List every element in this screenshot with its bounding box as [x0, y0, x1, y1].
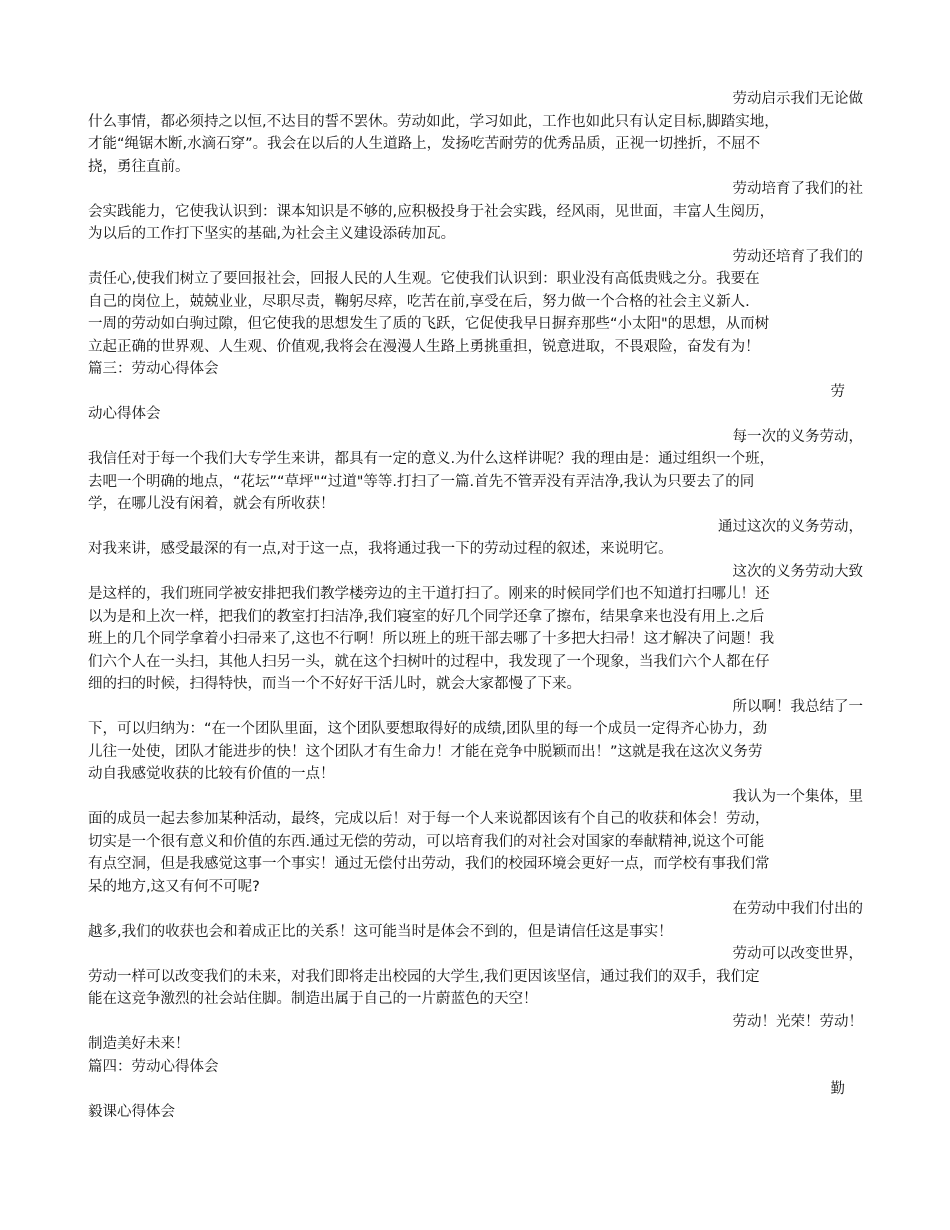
text-line: 自己的岗位上，兢兢业业，尽职尽责，鞠躬尽瘁，吃苦在前,享受在后，努力做一个合格的社会主义新人. — [88, 293, 750, 310]
text-line: 有点空洞，但是我感觉这事一个事实！通过无偿付出劳动，我们的校园环境会更好一点，而学校有事我们常 — [88, 856, 770, 872]
text-line: 通过这次的义务劳动， — [718, 518, 863, 535]
text-line: 勤 — [830, 1081, 845, 1097]
text-line: 越多,我们的收获也会和着成正比的关系！这可能当时是体会不到的，但是请信任这是事实！ — [88, 923, 673, 940]
text-line: 才能“绳锯木断,水滴石穿”。我会在以后的人生道路上，发扬吃苦耐劳的优秀品质，正视一切挫折，不屈不 — [88, 136, 761, 152]
text-line: 所以啊！我总结了一 — [732, 698, 863, 715]
text-line: 会实践能力，它使我认识到：课本知识是不够的,应积极投身于社会实践，经风雨，见世面，丰富人生阅历， — [88, 203, 775, 220]
text-line: 什么事情，都必须持之以恒,不达目的誓不罢休。劳动如此，学习如此，工作也如此只有认定目标,脚踏实地， — [88, 113, 779, 130]
text-line: 劳 — [830, 383, 845, 400]
text-line: 动自我感觉收获的比较有价值的一点！ — [88, 766, 335, 782]
text-line: 下，可以归纳为：“在一个团队里面，这个团队要想取得好的成绩,团队里的每一个成员一定得齐心协力，劲 — [88, 721, 768, 737]
text-line: 以为是和上次一样，把我们的教室打扫洁净,我们寝室的好几个同学还拿了擦布，结果拿来也没有用上.之后 — [88, 608, 765, 625]
text-line: 班上的几个同学拿着小扫帚来了,这也不行啊！所以班上的班干部去哪了十多把大扫帚！这才解决了问题！我 — [88, 631, 775, 647]
text-line: 我认为一个集体，里 — [732, 788, 863, 805]
text-line: 一周的劳动如白驹过隙，但它使我的思想发生了质的飞跃，它促使我早日摒弃那些“小太阳"的思想，从而树 — [88, 316, 770, 332]
text-line: 劳动一样可以改变我们的未来，对我们即将走出校园的大学生,我们更因该坚信，通过我们的双手，我们定 — [88, 968, 760, 985]
text-line: 立起正确的世界观、人生观、价值观,我将会在漫漫人生路上勇挑重担，锐意进取，不畏艰险，奋发有为！ — [88, 338, 760, 355]
text-line: 劳动可以改变世界， — [732, 946, 863, 962]
text-line: 学，在哪儿没有闲着，就会有所收获！ — [88, 496, 335, 512]
text-line: 对我来讲，感受最深的有一点,对于这一点，我将通过我一下的劳动过程的叙述，来说明它。 — [88, 541, 673, 557]
text-line: 篇三：劳动心得体会 — [88, 361, 219, 377]
text-line: 劳动还培育了我们的 — [732, 248, 863, 265]
text-line: 面的成员一起去参加某种活动，最终，完成以后！对于每一个人来说都因该有个自己的收获和体会！劳动， — [88, 811, 770, 827]
text-line: 我信任对于每一个我们大专学生来讲，都具有一定的意义.为什么这样讲呢？我的理由是：通过组织一个班， — [88, 451, 775, 467]
text-line: 毅课心得体会 — [88, 1103, 175, 1120]
text-line: 切实是一个很有意义和价值的东西.通过无偿的劳动，可以培育我们的对社会对国家的奉献精神,说这个可能 — [88, 833, 765, 850]
text-line: 儿往一处使，团队才能进步的快！这个团队才有生命力！才能在竞争中脱颖而出！”这就是我在这次义务劳 — [88, 743, 763, 760]
text-line: 劳动！光荣！劳动！ — [732, 1013, 863, 1030]
text-line: 劳动启示我们无论做 — [732, 91, 863, 107]
text-line: 去吧一个明确的地点，“花坛”“草坪"“过道"等等.打扫了一篇.首先不管弄没有弄洁净,我认为只要去了的同 — [88, 473, 755, 490]
text-line: 细的扫的时候，扫得特快，而当一个不好好干活儿时，就会大家都慢了下来。 — [88, 676, 581, 692]
text-line: 为以后的工作打下坚实的基础,为社会主义建设添砖加瓦。 — [88, 226, 456, 242]
text-line: 动心得体会 — [88, 406, 161, 422]
text-line: 制造美好未来！ — [88, 1036, 190, 1052]
text-line: 挠，勇往直前。 — [88, 158, 190, 175]
text-line: 呆的地方,这又有何不可呢? — [88, 878, 260, 895]
text-line: 能在这竞争激烈的社会站住脚。制造出属于自己的一片蔚蓝色的天空！ — [88, 991, 538, 1007]
text-line: 在劳动中我们付出的 — [732, 901, 863, 917]
text-line: 是这样的，我们班同学被安排把我们教学楼旁边的主干道打扫了。刚来的时候同学们也不知道打扫哪儿！还 — [88, 586, 770, 602]
text-line: 每一次的义务劳动， — [732, 428, 863, 445]
text-line: 篇四：劳动心得体会 — [88, 1058, 219, 1075]
text-line: 责任心,使我们树立了要回报社会，回报人民的人生观。它使我们认识到：职业没有高低贵贱之分。我要在 — [88, 271, 760, 287]
text-line: 这次的义务劳动大致 — [732, 563, 863, 580]
text-line: 们六个人在一头扫，其他人扫另一头，就在这个扫树叶的过程中，我发现了一个现象，当我们六个人都在仔 — [88, 653, 770, 670]
document-body — [88, 88, 863, 1123]
text-line: 劳动培育了我们的社 — [732, 181, 863, 197]
